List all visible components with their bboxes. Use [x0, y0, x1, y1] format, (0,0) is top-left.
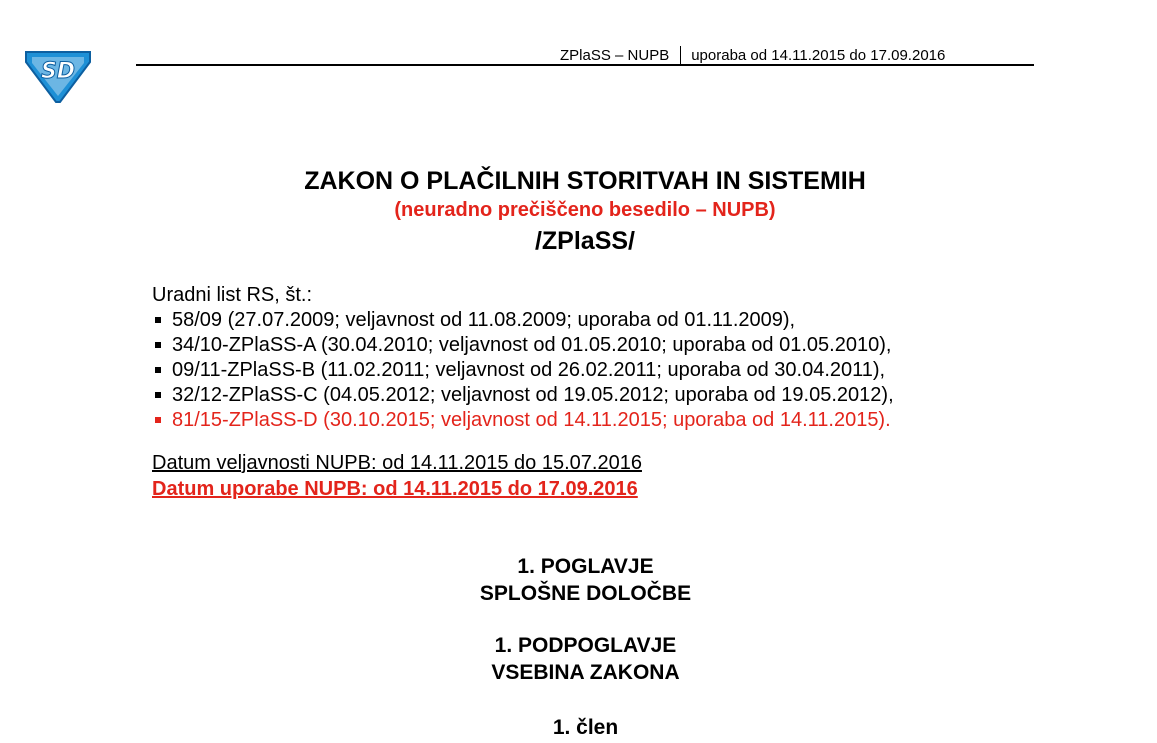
chapter-title: SPLOŠNE DOLOČBE [479, 582, 692, 605]
bullet-icon [155, 417, 161, 423]
bullet-icon [155, 367, 161, 373]
header-rule [136, 64, 1034, 66]
running-header [560, 46, 945, 64]
gazette-entry [152, 358, 894, 383]
logo [20, 44, 96, 104]
chapter-number: 1. POGLAVJE [517, 555, 654, 578]
gazette-block [152, 283, 894, 433]
header-doc-id: ZPlaSS – NUPB [560, 46, 670, 64]
gazette-entry-latest [152, 408, 894, 433]
gazette-entry-text: 09/11-ZPlaSS-B (11.02.2011; veljavnost od 26.02.2011; uporaba od 30.04.2011), [172, 359, 886, 381]
subchapter-number: 1. PODPOGLAVJE [494, 634, 677, 657]
gazette-entry-text: 34/10-ZPlaSS-A (30.04.2010; veljavnost od 01.05.2010; uporaba od 01.05.2010), [172, 334, 892, 356]
shield-logo-icon [20, 44, 96, 104]
gazette-entry-text: 32/12-ZPlaSS-C (04.05.2012; veljavnost od 19.05.2012; uporaba od 19.05.2012), [172, 384, 894, 406]
validity-date: Datum veljavnosti NUPB: od 14.11.2015 do 15.07.2016 [152, 452, 642, 474]
gazette-entry [152, 308, 894, 333]
header-separator [680, 46, 681, 64]
bullet-icon [155, 342, 161, 348]
gazette-entry [152, 333, 894, 358]
logo-lettering: SD [40, 59, 76, 84]
bullet-icon [155, 392, 161, 398]
gazette-entry-text: 81/15-ZPlaSS-D (30.10.2015; veljavnost od 14.11.2015; uporaba od 14.11.2015). [172, 409, 891, 431]
law-title: ZAKON O PLAČILNIH STORITVAH IN SISTEMIH [304, 167, 866, 195]
gazette-label: Uradni list RS, št.: [152, 284, 313, 306]
header-usage-period: uporaba od 14.11.2015 do 17.09.2016 [691, 46, 946, 64]
bullet-icon [155, 317, 161, 323]
subchapter-title: VSEBINA ZAKONA [491, 661, 680, 684]
gazette-entry [152, 383, 894, 408]
law-abbreviation: /ZPlaSS/ [534, 227, 636, 255]
gazette-list [152, 308, 894, 433]
application-date: Datum uporabe NUPB: od 14.11.2015 do 17.09.2016 [152, 478, 638, 500]
article-number: 1. člen [552, 716, 619, 739]
law-subtitle: (neuradno prečiščeno besedilo – NUPB) [394, 199, 776, 221]
gazette-entry-text: 58/09 (27.07.2009; veljavnost od 11.08.2009; uporaba od 01.11.2009), [172, 309, 796, 331]
